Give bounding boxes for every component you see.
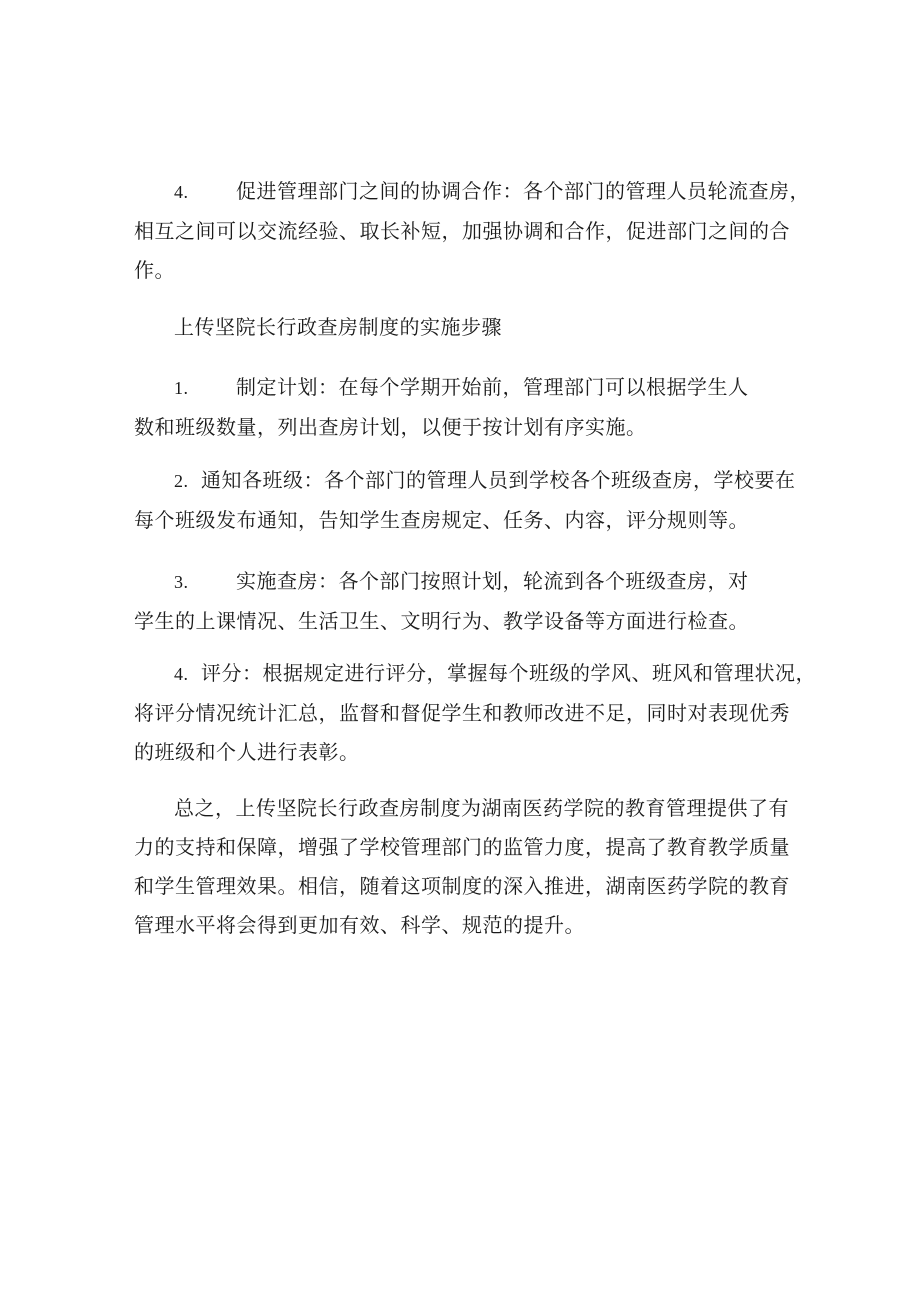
paragraph-text: 实施查房：各个部门按照计划，轮流到各个班级查房，对 xyxy=(236,569,749,593)
paragraph-line: 总之，上传坚院长行政查房制度为湖南医药学院的教育管理提供了有 xyxy=(174,796,789,820)
paragraph-step4-score xyxy=(134,654,816,772)
paragraph-line xyxy=(134,562,794,602)
list-number: 2. xyxy=(174,471,189,491)
paragraph-line: 作。 xyxy=(134,258,175,282)
paragraph-text: 制定计划：在每个学期开始前，管理部门可以根据学生人 xyxy=(236,375,749,399)
section-heading xyxy=(134,308,794,347)
paragraph-line: 相互之间可以交流经验、取长补短，加强协调和合作，促进部门之间的合 xyxy=(134,219,790,243)
paragraph-line: 每个班级发布通知，告知学生查房规定、任务、内容，评分规则等。 xyxy=(134,508,749,532)
paragraph-step3-inspect xyxy=(134,562,794,641)
paragraph-line: 力的支持和保障，增强了学校管理部门的监管力度，提高了教育教学质量 xyxy=(134,835,790,859)
paragraph-line: 数和班级数量，列出查房计划，以便于按计划有序实施。 xyxy=(134,415,647,439)
list-number: 4. xyxy=(174,182,189,202)
paragraph-line: 管理水平将会得到更加有效、科学、规范的提升。 xyxy=(134,913,585,937)
paragraph-line: 学生的上课情况、生活卫生、文明行为、教学设备等方面进行检查。 xyxy=(134,609,749,633)
paragraph-text: 促进管理部门之间的协调合作：各个部门的管理人员轮流查房， xyxy=(236,179,810,203)
paragraph-item4-coordination xyxy=(134,172,810,290)
paragraph-text: 评分：根据规定进行评分，掌握每个班级的学风、班风和管理状况， xyxy=(201,661,816,685)
paragraph-line: 将评分情况统计汇总，监督和督促学生和教师改进不足，同时对表现优秀 xyxy=(134,701,790,725)
paragraph-step1-plan xyxy=(134,368,794,447)
list-number: 3. xyxy=(174,572,189,592)
paragraph-step2-notify xyxy=(134,461,794,540)
list-number: 1. xyxy=(174,378,189,398)
paragraph-line: 的班级和个人进行表彰。 xyxy=(134,740,360,764)
paragraph-line xyxy=(134,461,794,501)
paragraph-line xyxy=(134,654,816,694)
paragraph-text: 通知各班级：各个部门的管理人员到学校各个班级查房，学校要在 xyxy=(201,468,796,492)
paragraph-line xyxy=(134,172,810,212)
list-number: 4. xyxy=(174,664,189,684)
paragraph-line: 和学生管理效果。相信，随着这项制度的深入推进，湖南医药学院的教育 xyxy=(134,874,790,898)
paragraph-line xyxy=(134,368,794,408)
section-heading-text: 上传坚院长行政查房制度的实施步骤 xyxy=(174,315,502,339)
paragraph-conclusion xyxy=(134,789,794,945)
